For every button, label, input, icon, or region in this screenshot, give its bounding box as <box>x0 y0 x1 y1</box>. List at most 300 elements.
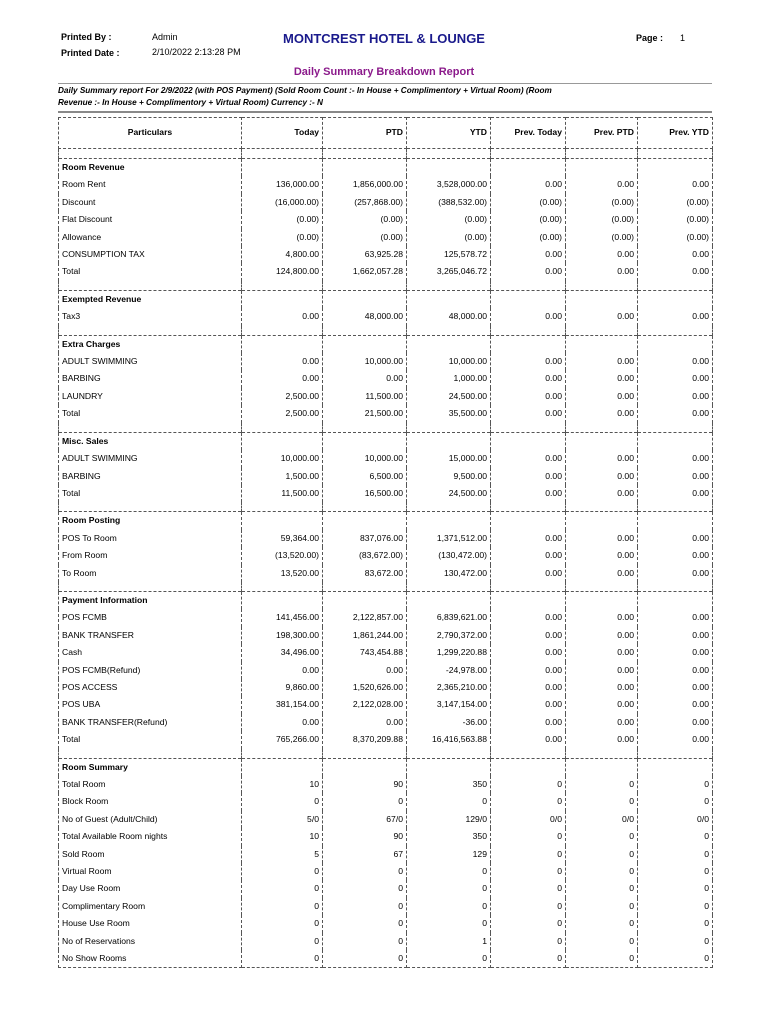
row-value: 0 <box>638 846 713 863</box>
table-row <box>59 915 713 932</box>
row-value: 0.00 <box>638 714 713 731</box>
table-row <box>59 405 713 422</box>
row-value: 0.00 <box>638 308 713 325</box>
section-header-row <box>59 432 713 450</box>
row-label: ADULT SWIMMING <box>59 450 242 467</box>
row-label: Total <box>59 485 242 502</box>
table-row <box>59 565 713 582</box>
row-value: 10,000.00 <box>323 450 407 467</box>
row-label: Total <box>59 731 242 748</box>
row-value: 0 <box>407 915 491 932</box>
row-value: 0.00 <box>491 468 566 485</box>
row-label: LAUNDRY <box>59 388 242 405</box>
section-title: Payment Information <box>59 591 242 609</box>
row-value: (0.00) <box>638 211 713 228</box>
row-value: 0.00 <box>566 696 638 713</box>
row-value: 3,265,046.72 <box>407 263 491 280</box>
row-label: Block Room <box>59 793 242 810</box>
row-value: 0.00 <box>323 370 407 387</box>
row-value: 10 <box>242 828 323 845</box>
row-value: 0.00 <box>242 308 323 325</box>
row-value: 0 <box>638 933 713 950</box>
section-header-row <box>59 335 713 353</box>
row-value: 0 <box>638 793 713 810</box>
row-value: 0 <box>638 828 713 845</box>
row-value: 0.00 <box>566 246 638 263</box>
row-label: BARBING <box>59 468 242 485</box>
row-label: To Room <box>59 565 242 582</box>
row-value: 0.00 <box>491 308 566 325</box>
row-value: 0 <box>323 880 407 897</box>
row-value: 16,500.00 <box>323 485 407 502</box>
row-label: CONSUMPTION TAX <box>59 246 242 263</box>
row-value: 124,800.00 <box>242 263 323 280</box>
row-value: 1,371,512.00 <box>407 530 491 547</box>
row-value: 2,500.00 <box>242 388 323 405</box>
row-value: 0 <box>323 950 407 968</box>
table-row <box>59 627 713 644</box>
table-row <box>59 898 713 915</box>
table-row <box>59 370 713 387</box>
table-row <box>59 662 713 679</box>
row-value: 15,000.00 <box>407 450 491 467</box>
row-value: 0.00 <box>638 530 713 547</box>
row-value: 0.00 <box>638 731 713 748</box>
column-header: Prev. YTD <box>638 118 713 149</box>
table-row <box>59 530 713 547</box>
row-value: 0.00 <box>566 405 638 422</box>
row-label: POS To Room <box>59 530 242 547</box>
table-row <box>59 468 713 485</box>
row-value: 3,528,000.00 <box>407 176 491 193</box>
row-value: 381,154.00 <box>242 696 323 713</box>
row-label: No Show Rooms <box>59 950 242 968</box>
row-value: (0.00) <box>638 229 713 246</box>
row-value: 10,000.00 <box>323 353 407 370</box>
table-row <box>59 450 713 467</box>
row-value: 0.00 <box>491 696 566 713</box>
table-row <box>59 609 713 626</box>
row-value: 0.00 <box>491 547 566 564</box>
table-row <box>59 644 713 661</box>
row-value: 0.00 <box>491 731 566 748</box>
row-value: 0.00 <box>491 370 566 387</box>
row-value: 0.00 <box>566 263 638 280</box>
row-value: 0 <box>566 880 638 897</box>
row-value: 0.00 <box>491 353 566 370</box>
row-value: 136,000.00 <box>242 176 323 193</box>
row-value: (0.00) <box>638 194 713 211</box>
row-value: (0.00) <box>242 211 323 228</box>
row-value: (0.00) <box>407 211 491 228</box>
row-value: 0.00 <box>566 627 638 644</box>
row-value: 21,500.00 <box>323 405 407 422</box>
row-value: 0 <box>491 933 566 950</box>
row-value: 0.00 <box>638 263 713 280</box>
row-label: POS FCMB <box>59 609 242 626</box>
row-value: 1,856,000.00 <box>323 176 407 193</box>
table-row <box>59 176 713 193</box>
row-value: 350 <box>407 776 491 793</box>
column-header: Particulars <box>59 118 242 149</box>
table-row <box>59 776 713 793</box>
table-row <box>59 793 713 810</box>
row-label: Day Use Room <box>59 880 242 897</box>
row-value: 0.00 <box>566 731 638 748</box>
table-row <box>59 194 713 211</box>
row-value: 83,672.00 <box>323 565 407 582</box>
spacer-row <box>59 502 713 512</box>
row-value: 24,500.00 <box>407 485 491 502</box>
section-title: Room Revenue <box>59 159 242 177</box>
row-value: 1,520,626.00 <box>323 679 407 696</box>
row-value: 0 <box>323 915 407 932</box>
row-value: 0.00 <box>638 565 713 582</box>
row-value: 0.00 <box>638 450 713 467</box>
section-title: Room Summary <box>59 758 242 776</box>
row-value: 0 <box>491 846 566 863</box>
section-title: Exempted Revenue <box>59 290 242 308</box>
row-label: Flat Discount <box>59 211 242 228</box>
row-value: 0.00 <box>566 176 638 193</box>
row-label: BANK TRANSFER(Refund) <box>59 714 242 731</box>
row-value: 6,839,621.00 <box>407 609 491 626</box>
row-value: 10,000.00 <box>242 450 323 467</box>
row-value: 0 <box>323 793 407 810</box>
row-value: 0/0 <box>638 811 713 828</box>
row-value: 0.00 <box>491 714 566 731</box>
row-label: No of Reservations <box>59 933 242 950</box>
row-value: 0 <box>323 863 407 880</box>
table-row <box>59 950 713 968</box>
page-number: 1 <box>680 33 686 43</box>
section-header-row <box>59 290 713 308</box>
table-row <box>59 485 713 502</box>
row-label: POS FCMB(Refund) <box>59 662 242 679</box>
row-value: 0.00 <box>566 450 638 467</box>
table-row <box>59 246 713 263</box>
hotel-name: MONTCREST HOTEL & LOUNGE <box>283 31 485 46</box>
row-value: 0.00 <box>638 246 713 263</box>
subtitle-line-1: Daily Summary report For 2/9/2022 (with POS Payment) (Sold Room Count :- In House + Complimentory + Virtual Room) (Room <box>58 86 552 95</box>
row-value: 0 <box>638 950 713 968</box>
row-value: 0.00 <box>638 388 713 405</box>
row-value: 0.00 <box>491 405 566 422</box>
row-value: 0 <box>323 898 407 915</box>
row-label: Total Room <box>59 776 242 793</box>
row-value: 0.00 <box>566 679 638 696</box>
summary-table <box>58 117 713 968</box>
row-value: (0.00) <box>242 229 323 246</box>
row-value: (0.00) <box>566 211 638 228</box>
row-label: Cash <box>59 644 242 661</box>
row-value: 141,456.00 <box>242 609 323 626</box>
row-value: 0.00 <box>491 450 566 467</box>
row-value: 67/0 <box>323 811 407 828</box>
row-label: Discount <box>59 194 242 211</box>
table-row <box>59 263 713 280</box>
row-value: 8,370,209.88 <box>323 731 407 748</box>
row-value: 0.00 <box>323 662 407 679</box>
row-value: (388,532.00) <box>407 194 491 211</box>
row-value: 0/0 <box>566 811 638 828</box>
row-value: 0.00 <box>566 468 638 485</box>
row-value: 0.00 <box>638 353 713 370</box>
row-value: 0 <box>566 863 638 880</box>
spacer-row <box>59 281 713 291</box>
row-value: (83,672.00) <box>323 547 407 564</box>
row-value: 125,578.72 <box>407 246 491 263</box>
row-value: 1,000.00 <box>407 370 491 387</box>
row-value: 0 <box>491 863 566 880</box>
row-value: 350 <box>407 828 491 845</box>
row-label: Sold Room <box>59 846 242 863</box>
row-label: Total <box>59 263 242 280</box>
row-value: 48,000.00 <box>407 308 491 325</box>
row-value: 0.00 <box>242 353 323 370</box>
row-value: 9,500.00 <box>407 468 491 485</box>
row-value: 1,500.00 <box>242 468 323 485</box>
subtitle-line-2: Revenue :- In House + Complimentory + Virtual Room) Currency :- N <box>58 98 323 107</box>
row-value: 1 <box>407 933 491 950</box>
section-header-row <box>59 159 713 177</box>
row-value: 0 <box>566 898 638 915</box>
row-value: 1,662,057.28 <box>323 263 407 280</box>
row-value: 0 <box>491 828 566 845</box>
row-label: ADULT SWIMMING <box>59 353 242 370</box>
column-header-row <box>59 118 713 149</box>
subtitle-divider <box>58 111 712 113</box>
row-value: 6,500.00 <box>323 468 407 485</box>
row-value: 0.00 <box>491 246 566 263</box>
page-label: Page : <box>636 33 664 43</box>
row-value: (130,472.00) <box>407 547 491 564</box>
row-value: 0 <box>638 863 713 880</box>
table-row <box>59 308 713 325</box>
row-value: 0.00 <box>566 530 638 547</box>
table-row <box>59 846 713 863</box>
row-value: 129 <box>407 846 491 863</box>
row-value: 0.00 <box>491 679 566 696</box>
row-value: 1,861,244.00 <box>323 627 407 644</box>
row-value: 0.00 <box>638 405 713 422</box>
table-row <box>59 547 713 564</box>
row-value: 0 <box>638 915 713 932</box>
row-value: 0.00 <box>638 609 713 626</box>
row-value: 0.00 <box>638 468 713 485</box>
table-row <box>59 714 713 731</box>
table-row <box>59 679 713 696</box>
row-value: 0 <box>566 915 638 932</box>
column-header: YTD <box>407 118 491 149</box>
column-header: Prev. PTD <box>566 118 638 149</box>
row-value: 0 <box>566 846 638 863</box>
row-value: 24,500.00 <box>407 388 491 405</box>
row-value: 0 <box>242 793 323 810</box>
header-divider <box>58 83 712 84</box>
section-header-row <box>59 591 713 609</box>
row-value: 0.00 <box>242 714 323 731</box>
row-value: 0 <box>638 880 713 897</box>
row-value: 2,500.00 <box>242 405 323 422</box>
row-value: 0.00 <box>491 485 566 502</box>
spacer-row <box>59 423 713 433</box>
row-value: 0 <box>491 950 566 968</box>
table-row <box>59 353 713 370</box>
table-row <box>59 731 713 748</box>
row-value: 0.00 <box>566 485 638 502</box>
row-value: 10 <box>242 776 323 793</box>
row-value: 0 <box>491 793 566 810</box>
row-label: POS UBA <box>59 696 242 713</box>
section-header-row <box>59 512 713 530</box>
table-row <box>59 811 713 828</box>
spacer-row <box>59 582 713 592</box>
report-title: Daily Summary Breakdown Report <box>293 66 475 78</box>
row-value: 0.00 <box>491 388 566 405</box>
row-value: 0.00 <box>491 565 566 582</box>
row-value: 0 <box>566 793 638 810</box>
row-value: 0 <box>491 898 566 915</box>
row-value: 2,122,857.00 <box>323 609 407 626</box>
row-value: 48,000.00 <box>323 308 407 325</box>
row-value: 0 <box>491 915 566 932</box>
row-value: 0.00 <box>566 547 638 564</box>
row-value: (0.00) <box>566 194 638 211</box>
row-value: 90 <box>323 828 407 845</box>
row-value: 11,500.00 <box>242 485 323 502</box>
row-value: 0.00 <box>242 662 323 679</box>
row-value: 90 <box>323 776 407 793</box>
column-header: Today <box>242 118 323 149</box>
table-row <box>59 863 713 880</box>
row-value: 0 <box>638 898 713 915</box>
row-value: 743,454.88 <box>323 644 407 661</box>
section-title: Room Posting <box>59 512 242 530</box>
column-header: PTD <box>323 118 407 149</box>
row-value: 2,365,210.00 <box>407 679 491 696</box>
section-header-row <box>59 758 713 776</box>
row-value: (0.00) <box>491 194 566 211</box>
row-value: 9,860.00 <box>242 679 323 696</box>
row-value: 2,122,028.00 <box>323 696 407 713</box>
row-value: 0 <box>242 933 323 950</box>
row-value: 0.00 <box>566 565 638 582</box>
row-value: 0.00 <box>638 370 713 387</box>
row-value: 0 <box>323 933 407 950</box>
table-row <box>59 933 713 950</box>
row-value: 0 <box>242 898 323 915</box>
row-value: 0 <box>242 950 323 968</box>
row-value: 0 <box>407 898 491 915</box>
row-label: BARBING <box>59 370 242 387</box>
row-value: 0.00 <box>242 370 323 387</box>
table-row <box>59 828 713 845</box>
row-value: 0 <box>566 950 638 968</box>
row-value: 0 <box>407 950 491 968</box>
printed-date-value: 2/10/2022 2:13:28 PM <box>152 47 241 57</box>
row-value: 67 <box>323 846 407 863</box>
row-value: 0 <box>566 933 638 950</box>
row-value: 0.00 <box>638 644 713 661</box>
row-label: From Room <box>59 547 242 564</box>
row-value: 0.00 <box>566 662 638 679</box>
row-value: 0.00 <box>566 644 638 661</box>
row-value: 35,500.00 <box>407 405 491 422</box>
section-title: Misc. Sales <box>59 432 242 450</box>
row-value: 0.00 <box>638 627 713 644</box>
spacer-row <box>59 749 713 759</box>
row-label: Tax3 <box>59 308 242 325</box>
row-value: (0.00) <box>491 229 566 246</box>
row-value: 0.00 <box>566 370 638 387</box>
printed-by-label: Printed By : <box>61 32 112 42</box>
row-value: 11,500.00 <box>323 388 407 405</box>
printed-by-value: Admin <box>152 32 178 42</box>
row-value: 130,472.00 <box>407 565 491 582</box>
row-value: 837,076.00 <box>323 530 407 547</box>
row-value: 0.00 <box>491 263 566 280</box>
row-value: 0 <box>566 828 638 845</box>
row-value: 0 <box>242 863 323 880</box>
table-row <box>59 229 713 246</box>
row-value: (13,520.00) <box>242 547 323 564</box>
row-value: 0.00 <box>491 530 566 547</box>
row-value: 0 <box>407 793 491 810</box>
section-title: Extra Charges <box>59 335 242 353</box>
row-value: 2,790,372.00 <box>407 627 491 644</box>
row-value: 5 <box>242 846 323 863</box>
row-value: (0.00) <box>323 211 407 228</box>
row-value: 0.00 <box>566 388 638 405</box>
row-value: 34,496.00 <box>242 644 323 661</box>
row-value: 0.00 <box>491 662 566 679</box>
spacer-row <box>59 149 713 159</box>
row-label: Allowance <box>59 229 242 246</box>
row-value: 16,416,563.88 <box>407 731 491 748</box>
row-label: Total <box>59 405 242 422</box>
report-subtitle <box>58 85 618 109</box>
row-value: 0.00 <box>491 609 566 626</box>
row-value: 0 <box>491 880 566 897</box>
row-value: 0 <box>491 776 566 793</box>
row-value: (0.00) <box>323 229 407 246</box>
row-value: (16,000.00) <box>242 194 323 211</box>
spacer-row <box>59 326 713 336</box>
table-row <box>59 880 713 897</box>
row-value: 10,000.00 <box>407 353 491 370</box>
row-value: 0.00 <box>566 714 638 731</box>
row-value: 0 <box>407 863 491 880</box>
row-value: (0.00) <box>491 211 566 228</box>
column-header: Prev. Today <box>491 118 566 149</box>
row-value: 0 <box>638 776 713 793</box>
row-value: 3,147,154.00 <box>407 696 491 713</box>
row-value: (0.00) <box>407 229 491 246</box>
row-value: 1,299,220.88 <box>407 644 491 661</box>
row-value: 0.00 <box>491 176 566 193</box>
row-value: 0.00 <box>638 679 713 696</box>
row-value: 0 <box>242 915 323 932</box>
row-value: 5/0 <box>242 811 323 828</box>
table-row <box>59 696 713 713</box>
row-value: 0.00 <box>638 547 713 564</box>
row-value: 0/0 <box>491 811 566 828</box>
row-label: Virtual Room <box>59 863 242 880</box>
row-value: (257,868.00) <box>323 194 407 211</box>
printed-date-label: Printed Date : <box>61 48 120 58</box>
row-value: -24,978.00 <box>407 662 491 679</box>
